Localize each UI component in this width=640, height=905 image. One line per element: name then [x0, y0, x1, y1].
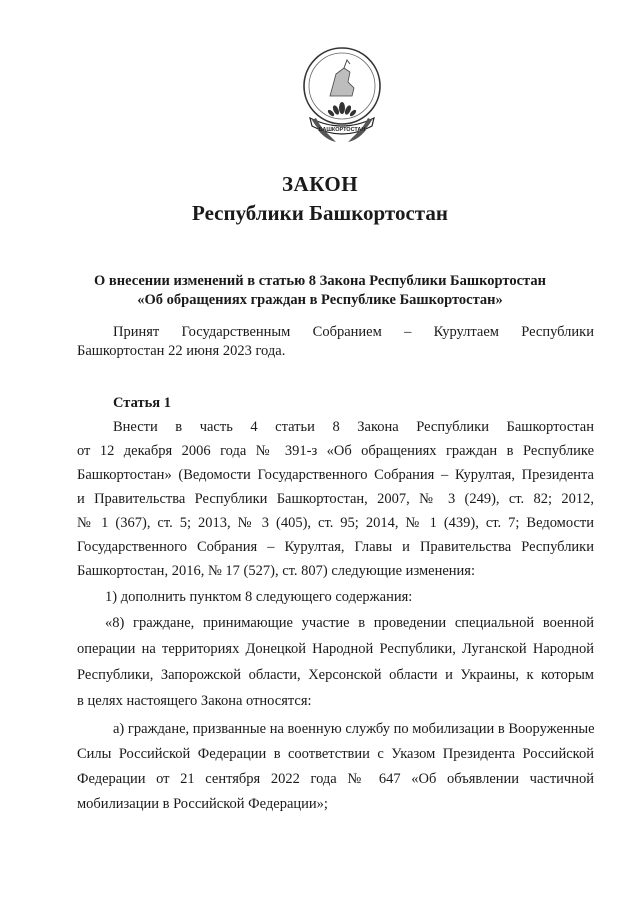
document-title: ЗАКОН: [281, 172, 359, 196]
subpoint-a-line: Федерации от 21 сентября 2022 года № 647 «Об объявлении частичной: [77, 771, 594, 787]
subject-line: «Об обращениях граждан в Республике Башкортостан»: [137, 292, 503, 308]
adoption-line: Принят Государственным Собранием – Курултаем Республики: [113, 324, 594, 340]
adoption-line: Башкортостан 22 июня 2023 года.: [77, 343, 286, 359]
article-body-line: от 12 декабря 2006 года № 391-з «Об обращениях граждан в Республике: [77, 443, 594, 459]
subject-line: О внесении изменений в статью 8 Закона Республики Башкортостан: [94, 273, 546, 289]
article-body-line: Башкортостан» (Ведомости Государственного Собрания – Курултая, Президента: [77, 467, 594, 483]
subpoint-a-line: Силы Российской Федерации в соответствии с Указом Президента Российской: [77, 746, 594, 762]
emblem-caption: БАШКОРТОСТАН: [318, 127, 366, 133]
subpoint-a-line: а) граждане, призванные на военную службу по мобилизации в Вооруженные: [113, 721, 595, 737]
article-heading: Статья 1: [113, 395, 171, 411]
article-body-line: Государственного Собрания – Курултая, Главы и Правительства Республики: [77, 539, 594, 555]
point-8-line: операции на территориях Донецкой Народной Республики, Луганской Народной: [77, 641, 594, 657]
item-1: 1) дополнить пунктом 8 следующего содержания:: [105, 589, 413, 605]
article-body-line: Башкортостан, 2016, № 17 (527), ст. 807) следующие изменения:: [77, 563, 475, 579]
subpoint-a-line: мобилизации в Российской Федерации»;: [77, 796, 328, 812]
point-8-line: в целях настоящего Закона относятся:: [77, 693, 312, 709]
coat-of-arms-emblem: [292, 34, 392, 154]
article-body-line: и Правительства Республики Башкортостан, 2007, № 3 (249), ст. 82; 2012,: [77, 491, 594, 507]
document-subtitle: Республики Башкортостан: [192, 201, 448, 225]
article-body-line: № 1 (367), ст. 5; 2013, № 3 (405), ст. 95; 2014, № 1 (439), ст. 7; Ведомости: [77, 515, 594, 531]
point-8-line: «8) граждане, принимающие участие в проведении специальной военной: [105, 615, 594, 631]
point-8-line: Республики, Запорожской области, Херсонской области и Украины, к которым: [77, 667, 594, 683]
article-body-line: Внести в часть 4 статьи 8 Закона Республики Башкортостан: [113, 419, 594, 435]
